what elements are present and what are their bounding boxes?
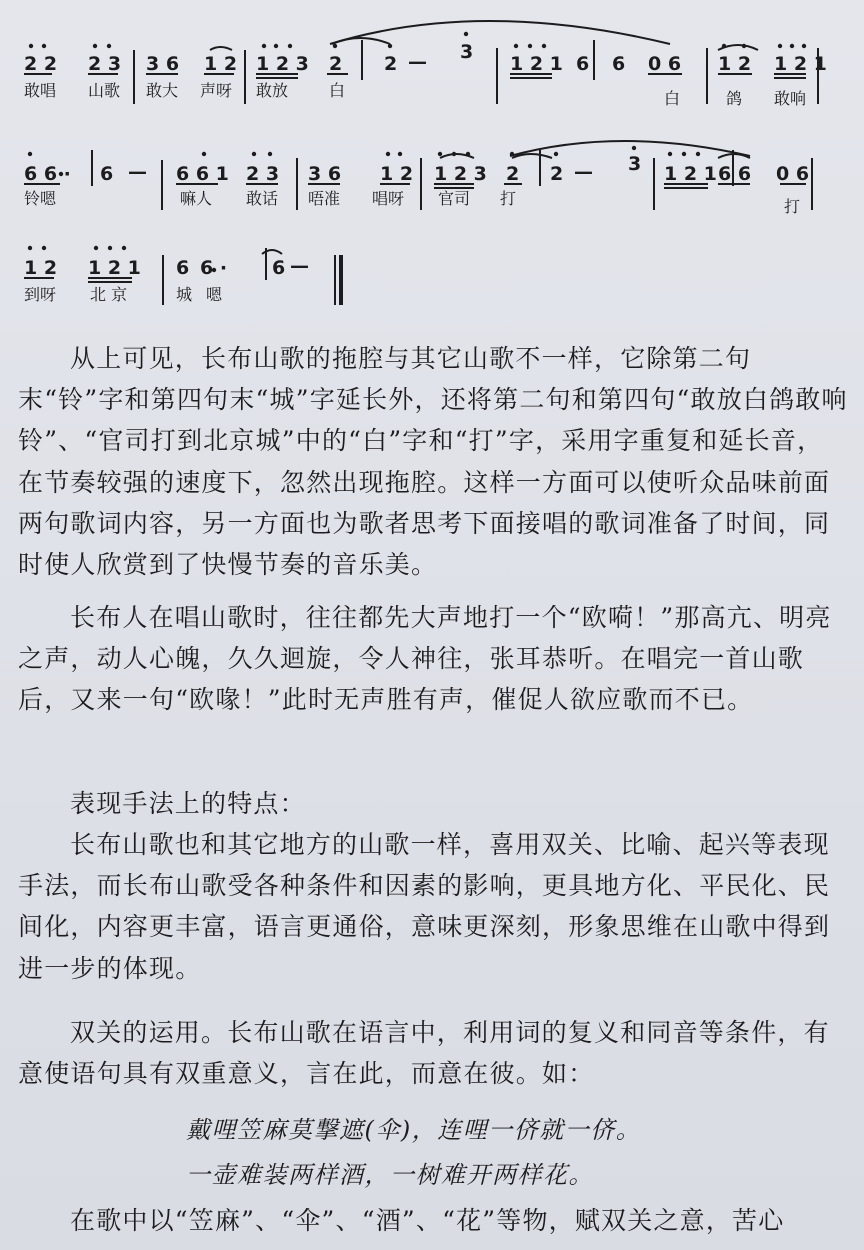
lyric: 铃嗯 [24,189,57,208]
lyric: 敢大 [146,81,179,100]
lyric: 敢唱 [24,81,57,100]
note: 6 6 1 [176,163,229,185]
paragraph-shout: 长布人在唱山歌时，往往都先大声地打一个“欧嗬！”那高亢、明亮之声，动人心魄，久久迴旋，令人神往，张耳恭听。在唱完一首山歌后，又来一句“欧喙！”此时无声胜有声，催促人欲应歌而不已。 [18,603,832,715]
lyric: 敢响 [774,89,807,108]
note: 1 2 [204,53,238,75]
note: 2 [550,163,564,185]
score-line-2 [24,153,809,216]
note: — [128,161,147,183]
note: 1 2 1 [774,53,827,75]
note: 3 [460,41,474,63]
note: 2 3 [88,53,122,75]
lyric: 到呀 [24,285,57,304]
note: 6 [176,257,190,279]
note: 1 2 3 [256,53,309,75]
note: 1 2 1 [88,257,141,279]
section-heading: 表现手法上的特点： [70,789,306,818]
lyric: 官司 [438,189,471,208]
lyric: 白 [329,81,346,100]
paragraph-pun: 双关的运用。长布山歌在语言中，利用词的复义和同音等条件，有意使语句具有双重意义，言在此，而意在彼。如： [18,1018,830,1089]
note: 0 6 [648,53,682,75]
lyric: 鸽 [726,89,743,108]
paragraph-continued: 在歌中以“笠麻”、“伞”、“酒”、“花”等物，赋双关之意，苦心 [70,1206,785,1235]
note: 1 2 [380,163,414,185]
note: 1 2 [718,53,752,75]
paragraph-dragging-tone: 从上可见，长布山歌的拖腔与其它山歌不一样，它除第二句末“铃”字和第四句末“城”字延长外，还将第二句和第四句“敢放白鸽敢响铃”、“官司打到北京城”中的“白”字和“打”字，采用字重复和延长音，在节奏较强的速度下，忽然出现拖腔。这样一方面可以使听众品味前面两句歌词内容，另一方面也为歌者思考下面接唱的歌词准备了时间，同时使人欣赏到了快慢节奏的音乐美。 [18,344,848,580]
verse-line: 一壶难装两样酒，一树难开两样花。 [186,1161,594,1189]
note: 6 [612,53,626,75]
note: — [290,255,309,277]
lyric: 声呀 [200,81,233,100]
note: — [408,51,427,73]
note: 2 2 [24,53,58,75]
jianpu-notation [0,0,864,330]
note: 6 [576,53,590,75]
note: 2 [384,53,398,75]
lyric: 嗯 [206,285,223,304]
lyric: 打 [784,197,801,216]
lyric: 唱呀 [372,189,405,208]
lyric: 嘛人 [180,189,213,208]
verse-line: 戴哩笠麻莫撃遮(伞)，连哩一侪就一侪。 [186,1116,642,1144]
note: 3 6 [308,163,342,185]
paragraph-expression: 长布山歌也和其它地方的山歌一样，喜用双关、比喻、起兴等表现手法，而长布山歌受各种条件和因素的影响，更具地方化、平民化、民间化，内容更丰富，语言更通俗，意味更深刻，形象思维在山歌中得到进一步的体现。 [18,830,831,983]
note: — [574,161,593,183]
note: 1 2 3 [434,163,487,185]
note: 6 6 [718,163,752,185]
note: 6 · [200,257,228,279]
note: 3 [628,153,642,175]
note: 2 [329,53,343,75]
note: 2 [506,163,520,185]
note: 6 [272,257,286,279]
lyric: 白 [664,89,681,108]
note: 1 2 1 [510,53,563,75]
lyric: 打 [500,189,517,208]
lyric: 唔准 [308,189,341,208]
lyric: 山歌 [88,81,121,100]
lyric: 敢话 [246,189,279,208]
lyric: 城 [176,285,193,304]
note: 1 2 1 [664,163,717,185]
lyric: 北 京 [90,285,128,304]
note: 1 2 [24,257,58,279]
lyric: 敢放 [256,81,289,100]
note: 6 [100,163,114,185]
note: 2 3 [246,163,280,185]
note: 6 6 · [24,163,71,185]
note: 3 6 [146,53,180,75]
music-score [0,0,864,330]
note: 0 6 [776,163,810,185]
